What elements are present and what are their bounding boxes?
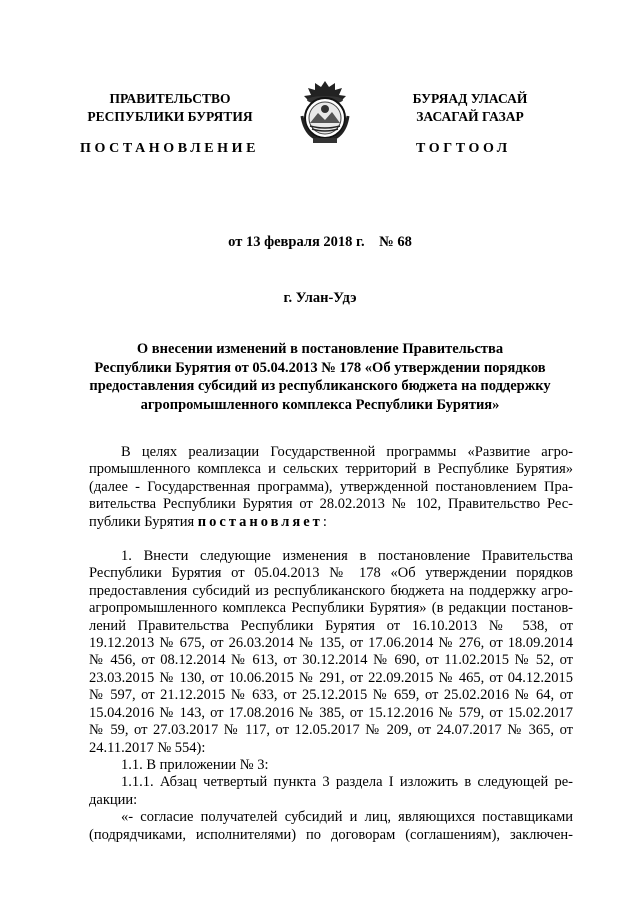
title-line: Республики Бурятия от 05.04.2013 № 178 «Об утверждении порядков: [94, 359, 546, 376]
title-line: О внесении изменений в постановление Правительства: [136, 341, 504, 357]
text-line: 24.11.2017 № 554):: [89, 739, 206, 756]
header-right: [385, 90, 555, 126]
text-fragment: :: [322, 513, 327, 530]
title-line: агропромышленного комплекса Республики Бурятия»: [140, 396, 500, 413]
text-fragment: публики Бурятия: [89, 513, 198, 530]
preamble-paragraph: [89, 444, 573, 531]
quote-paragraph: [89, 809, 573, 844]
document-body: [89, 444, 573, 844]
resolves-word: постановляет: [197, 513, 323, 530]
text-line: В целях реализации Государственной программы «Развитие агро-: [121, 444, 573, 460]
header-left-line: ПРАВИТЕЛЬСТВО: [109, 91, 231, 106]
text-line: (далее - Государственная программа), утвержденной постановлением Пра-: [89, 478, 573, 495]
decree-title-bua: ТОГТООЛ: [416, 141, 511, 156]
document-title: [80, 340, 560, 414]
text-line: Республики Бурятия от 05.04.2013 № 178 «Об утверждении порядков: [89, 565, 573, 582]
text-line: 23.03.2015 № 130, от 10.06.2015 № 291, от 22.09.2015 № 465, от 04.12.2015: [89, 669, 573, 686]
coat-of-arms-icon: [296, 78, 354, 146]
header-right-line: ЗАСАГАЙ ГАЗАР: [416, 109, 524, 124]
text-line: 1.1. В приложении № 3:: [121, 756, 269, 773]
text-line: 19.12.2013 № 675, от 26.03.2014 № 135, от 17.06.2014 № 276, от 18.09.2014: [89, 635, 573, 652]
title-line: предоставления субсидий из республиканского бюджета на поддержку: [89, 378, 551, 394]
text-line: 1.1.1. Абзац четвертый пункта 3 раздела I изложить в следующей ре-: [121, 774, 573, 791]
item-1-1: [89, 757, 573, 774]
text-line: № 456, от 08.12.2014 № 613, от 30.12.2014 № 690, от 11.02.2015 № 52, от: [89, 652, 573, 669]
decree-title-ru: ПОСТАНОВЛЕНИЕ: [80, 141, 260, 156]
item-1-paragraph: [89, 548, 573, 757]
text-line: предоставления субсидий из республиканского бюджета на поддержку агро-: [89, 582, 573, 599]
decree-date-number: от 13 февраля 2018 г. № 68: [228, 234, 412, 250]
text-line: дакции:: [89, 791, 138, 808]
text-line: промышленного комплекса и сельских территорий в Республике Бурятия»: [89, 461, 573, 478]
decree-city: г. Улан-Удэ: [283, 290, 357, 306]
item-1-1-1: [89, 774, 573, 809]
text-line: агропромышленного комплекса Республики Бурятия» (в редакции постанов-: [89, 600, 573, 617]
header-left: [70, 90, 270, 126]
text-line: лений Правительства Республики Бурятия от 16.10.2013 № 538, от: [89, 617, 573, 634]
text-line: № 59, от 27.03.2017 № 117, от 12.05.2017 № 209, от 24.07.2017 № 365, от: [89, 722, 573, 739]
text-line: 1. Внести следующие изменения в постановление Правительства: [121, 548, 573, 565]
header-left-line: РЕСПУБЛИКИ БУРЯТИЯ: [87, 109, 253, 124]
text-line: «- согласие получателей субсидий и лиц, являющихся поставщиками: [121, 809, 573, 826]
header-right-line: БУРЯАД УЛАСАЙ: [412, 91, 528, 106]
text-line: вительства Республики Бурятия от 28.02.2013 № 102, Правительство Рес-: [89, 496, 573, 513]
text-line: № 597, от 21.12.2015 № 633, от 25.12.2015 № 659, от 25.02.2016 № 64, от: [89, 687, 573, 704]
text-line: (подрядчиками, исполнителями) по договорам (соглашениям), заключен-: [89, 826, 573, 843]
text-line: 15.04.2016 № 143, от 17.08.2016 № 385, от 15.12.2016 № 579, от 15.02.2017: [89, 704, 573, 721]
text-line: [89, 514, 573, 531]
